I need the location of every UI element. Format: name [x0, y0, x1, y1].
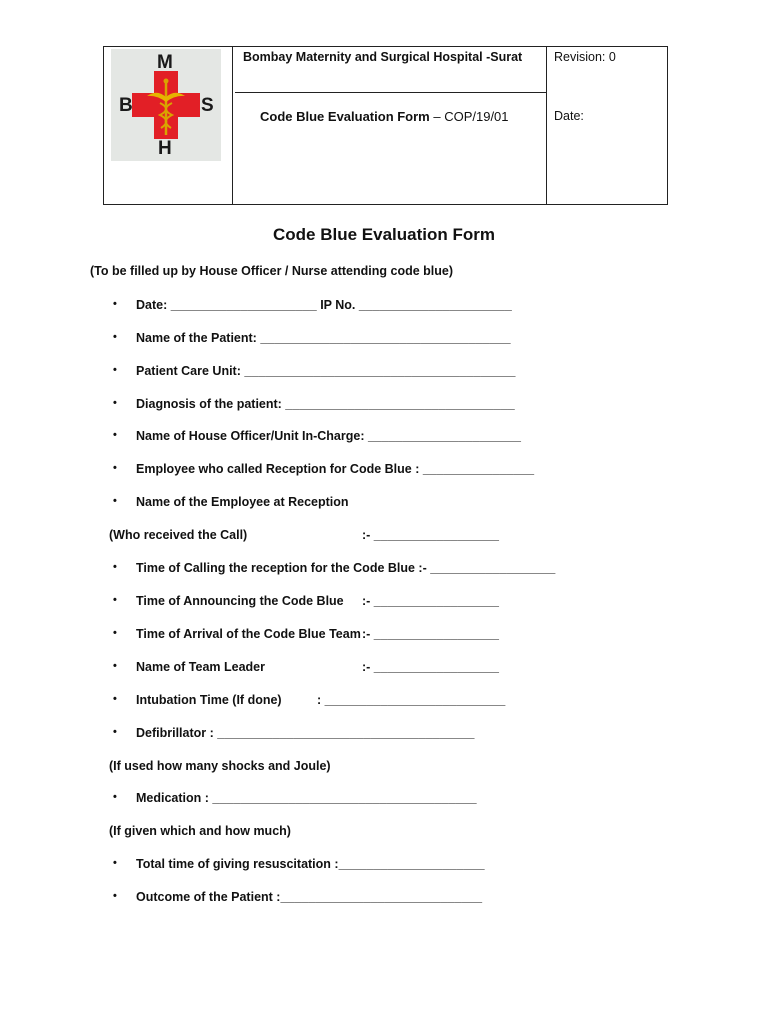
defibrillator-field[interactable]: Defibrillator : _____________________________________ [136, 726, 475, 740]
employee-called-field[interactable]: Employee who called Reception for Code Blue : ________________ [136, 462, 535, 476]
medication-field[interactable]: Medication : ______________________________________ [136, 791, 477, 805]
bullet-icon: • [113, 561, 117, 573]
instructions-note: (To be filled up by House Officer / Nurse attending code blue) [90, 264, 453, 278]
header-table [103, 46, 668, 205]
bullet-icon: • [113, 495, 117, 507]
header-divider [232, 47, 233, 204]
intubation-label: Intubation Time (If done) [136, 693, 282, 707]
bullet-icon: • [113, 364, 117, 376]
bullet-icon: • [113, 462, 117, 474]
date-label: Date: [554, 109, 584, 123]
header-divider [235, 92, 546, 93]
outcome-field[interactable]: Outcome of the Patient :_____________________________ [136, 890, 483, 904]
bullet-icon: • [113, 594, 117, 606]
bullet-icon: • [113, 693, 117, 705]
bullet-icon: • [113, 397, 117, 409]
revision-label: Revision: 0 [554, 50, 616, 64]
time-announcing-field[interactable]: :- __________________ [362, 594, 499, 608]
bullet-icon: • [113, 857, 117, 869]
patient-name-field[interactable]: Name of the Patient: ____________________________________ [136, 331, 511, 345]
bullet-icon: • [113, 627, 117, 639]
form-code-line [260, 109, 509, 124]
house-officer-field[interactable]: Name of House Officer/Unit In-Charge: ______________________ [136, 429, 521, 443]
diagnosis-field[interactable]: Diagnosis of the patient: _________________________________ [136, 397, 515, 411]
total-time-field[interactable]: Total time of giving resuscitation :_____________________ [136, 857, 485, 871]
logo-letter-s: S [201, 95, 214, 116]
hospital-logo [111, 49, 221, 161]
employee-reception-label: Name of the Employee at Reception [136, 495, 349, 509]
bullet-icon: • [113, 791, 117, 803]
who-received-label: (Who received the Call) [109, 528, 248, 542]
header-form-title: Code Blue Evaluation Form [260, 109, 430, 124]
medication-note: (If given which and how much) [109, 824, 291, 838]
logo-letter-m: M [157, 52, 173, 73]
who-received-field[interactable]: :- __________________ [362, 528, 499, 542]
time-announcing-label: Time of Announcing the Code Blue [136, 594, 344, 608]
bullet-icon: • [113, 660, 117, 672]
defibrillator-note: (If used how many shocks and Joule) [109, 759, 331, 773]
bullet-icon: • [113, 331, 117, 343]
intubation-field[interactable]: : __________________________ [317, 693, 506, 707]
form-code: – COP/19/01 [429, 109, 509, 124]
time-calling-field[interactable]: Time of Calling the reception for the Code Blue :- __________________ [136, 561, 556, 575]
date-ip-field[interactable]: Date: _____________________ IP No. ______________________ [136, 298, 512, 312]
care-unit-field[interactable]: Patient Care Unit: _______________________________________ [136, 364, 516, 378]
bullet-icon: • [113, 726, 117, 738]
team-leader-field[interactable]: :- __________________ [362, 660, 499, 674]
bullet-icon: • [113, 890, 117, 902]
time-arrival-label: Time of Arrival of the Code Blue Team [136, 627, 361, 641]
header-divider [546, 47, 547, 204]
bullet-icon: • [113, 298, 117, 310]
time-arrival-field[interactable]: :- __________________ [362, 627, 499, 641]
logo-letter-b: B [119, 95, 133, 116]
hospital-name: Bombay Maternity and Surgical Hospital -Surat [243, 50, 523, 64]
page-title: Code Blue Evaluation Form [273, 225, 495, 244]
team-leader-label: Name of Team Leader [136, 660, 265, 674]
bullet-icon: • [113, 429, 117, 441]
logo-letter-h: H [158, 138, 172, 159]
